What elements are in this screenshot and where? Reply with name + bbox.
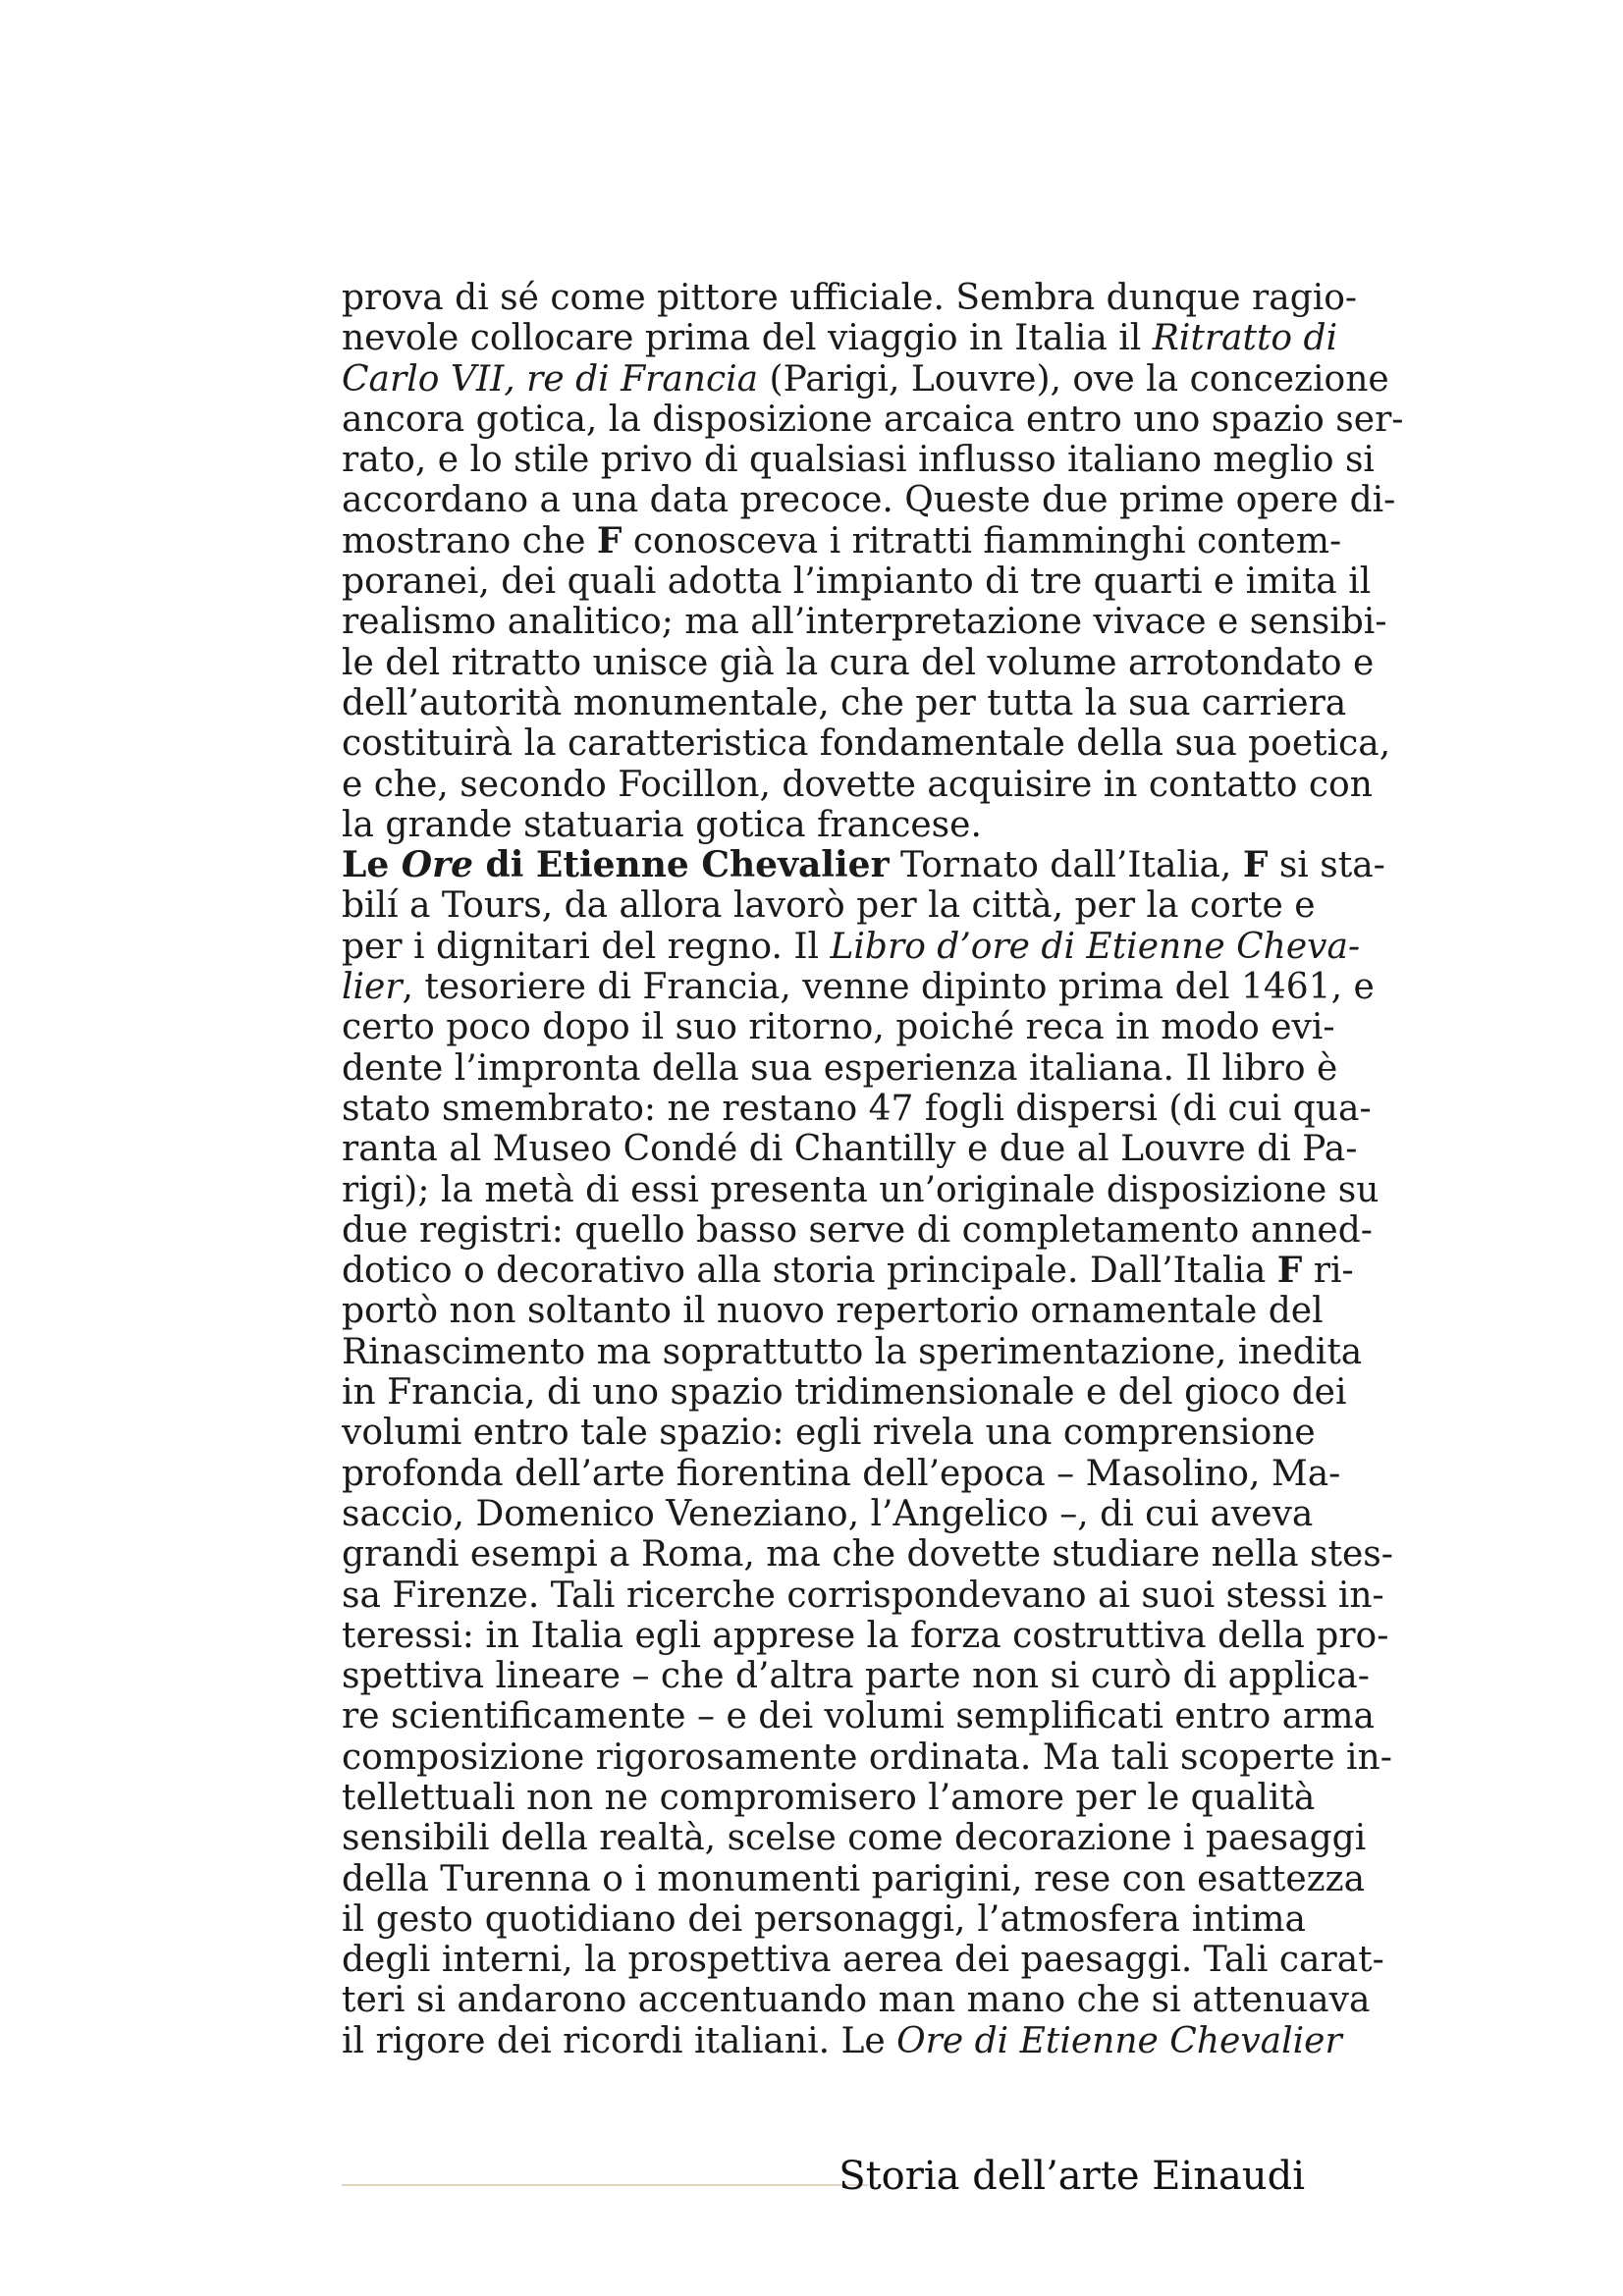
footer-divider — [342, 2184, 868, 2186]
emphasis-span: Ore — [401, 844, 473, 886]
text-span: la grande statuaria gotica francese. — [342, 804, 982, 845]
text-span: poranei, dei quali adotta l’impianto di tre quarti e imita il — [342, 561, 1372, 603]
text-line — [342, 1696, 1375, 1737]
text-span: della Turenna o i monumenti parigini, rese con esattezza — [342, 1858, 1366, 1899]
text-span: sa Firenze. Tali ricerche corrispondevano ai suoi stessi in- — [342, 1575, 1384, 1616]
text-line — [342, 1777, 1316, 1818]
text-line — [342, 926, 1361, 967]
text-span: nevole collocare prima del viaggio in Italia il — [342, 318, 1153, 359]
text-line — [342, 1940, 1384, 1981]
text-span: si sta- — [1268, 845, 1385, 886]
text-line — [342, 885, 1316, 927]
text-line — [342, 1209, 1373, 1251]
text-span: degli interni, la prospettiva aerea dei paesaggi. Tali carat- — [342, 1940, 1384, 1981]
body-text — [342, 278, 1404, 2061]
text-line — [342, 1818, 1367, 1859]
text-span: conosceva i ritratti fiamminghi contem- — [622, 520, 1342, 561]
text-span: , tesoriere di Francia, venne dipinto prima del 1461, e — [402, 967, 1375, 1008]
text-span: realismo analitico; ma all’interpretazione vivace e sensibi- — [342, 602, 1387, 643]
emphasis-span: Le — [342, 844, 402, 886]
text-line — [342, 561, 1372, 603]
text-line — [342, 1047, 1338, 1089]
text-span: il gesto quotidiano dei personaggi, l’atmosfera intima — [342, 1898, 1306, 1940]
text-span: dell’autorità monumentale, che per tutta la sua carriera — [342, 682, 1347, 723]
text-span: ranta al Museo Condé di Chantilly e due al Louvre di Pa- — [342, 1129, 1358, 1170]
text-line — [342, 1372, 1347, 1414]
text-span: spettiva lineare – che d’altra parte non si curò di applica- — [342, 1656, 1370, 1697]
text-line — [342, 480, 1396, 521]
footer-title: Storia dell’arte Einaudi — [839, 2154, 1305, 2199]
text-span: volumi entro tale spazio: egli rivela una comprensione — [342, 1413, 1316, 1454]
text-span: grandi esempi a Roma, ma che dovette studiare nella stes- — [342, 1534, 1393, 1575]
emphasis-span: Libro d’ore di Etienne Cheva- — [830, 926, 1361, 967]
text-line — [342, 764, 1373, 805]
text-line — [342, 519, 1342, 561]
text-line — [342, 1453, 1341, 1494]
text-line — [342, 1088, 1372, 1129]
text-line — [342, 1007, 1335, 1048]
text-span: stato smembrato: ne restano 47 fogli dispersi (di cui qua- — [342, 1088, 1372, 1129]
text-span: teressi: in Italia egli apprese la forza costruttiva della pro- — [342, 1615, 1389, 1656]
text-line — [342, 844, 1385, 886]
text-span: rigi); la metà di essi presenta un’originale disposizione su — [342, 1169, 1380, 1210]
text-span: accordano a una data precoce. Queste due prime opere di- — [342, 480, 1396, 521]
text-line — [342, 1736, 1392, 1778]
text-span: dente l’impronta della sua esperienza italiana. Il libro è — [342, 1047, 1338, 1089]
text-line — [342, 1129, 1358, 1170]
text-span: le del ritratto unisce già la cura del volume arrotondato e — [342, 642, 1375, 683]
text-span: ancora gotica, la disposizione arcaica entro uno spazio ser- — [342, 399, 1404, 440]
emphasis-span: Ore di Etienne Chevalier — [896, 2020, 1342, 2061]
text-span: e che, secondo Focillon, dovette acquisire in contatto con — [342, 764, 1373, 805]
text-line — [342, 399, 1404, 440]
text-span: teri si andarono accentuando man mano che si attenuava — [342, 1980, 1371, 2021]
text-span: due registri: quello basso serve di completamento anned- — [342, 1209, 1373, 1251]
text-line — [342, 1493, 1314, 1534]
text-line — [342, 278, 1358, 318]
text-span: composizione rigorosamente ordinata. Ma tali scoperte in- — [342, 1736, 1392, 1778]
emphasis-span: F — [596, 519, 622, 561]
text-line — [342, 440, 1375, 481]
text-span: Rinascimento ma soprattutto la sperimentazione, inedita — [342, 1331, 1363, 1372]
text-line — [342, 1291, 1324, 1332]
emphasis-span: F — [1276, 1250, 1303, 1292]
text-line — [342, 967, 1375, 1008]
text-line — [342, 642, 1375, 683]
emphasis-span: F — [1242, 844, 1269, 886]
text-line — [342, 1331, 1363, 1372]
text-line — [342, 602, 1387, 643]
text-span: mostrano che — [342, 520, 597, 561]
text-span: saccio, Domenico Veneziano, l’Angelico –, di cui aveva — [342, 1493, 1314, 1534]
text-span: certo poco dopo il suo ritorno, poiché reca in modo evi- — [342, 1007, 1335, 1048]
text-line — [342, 1169, 1380, 1210]
text-line — [342, 1250, 1354, 1292]
text-line — [342, 318, 1338, 359]
emphasis-span: di Etienne Chevalier — [472, 844, 890, 886]
text-span: re scientificamente – e dei volumi semplificati entro arma — [342, 1696, 1375, 1737]
text-span: (Parigi, Louvre), ove la concezione — [758, 358, 1389, 400]
text-line — [342, 805, 1306, 845]
text-span: dotico o decorativo alla storia principale. Dall’Italia — [342, 1251, 1277, 1292]
text-line — [342, 2020, 1342, 2061]
text-line — [342, 1615, 1389, 1656]
text-span: per i dignitari del regno. Il — [342, 926, 831, 967]
text-span: portò non soltanto il nuovo repertorio ornamentale del — [342, 1291, 1324, 1332]
emphasis-span: Ritratto di — [1152, 318, 1338, 359]
text-span: sensibili della realtà, scelse come decorazione i paesaggi — [342, 1818, 1367, 1859]
emphasis-span: Carlo VII, re di Francia — [342, 358, 759, 400]
text-line — [342, 358, 1389, 400]
text-line — [342, 682, 1347, 723]
text-span: in Francia, di uno spazio tridimensionale e del gioco dei — [342, 1372, 1347, 1414]
text-span: il rigore dei ricordi italiani. Le — [342, 2020, 897, 2061]
text-span: Tornato dall’Italia, — [889, 845, 1243, 886]
emphasis-span: lier — [342, 967, 403, 1008]
text-span: prova di sé come pittore ufficiale. Sembra dunque ragio- — [342, 278, 1358, 318]
text-line — [342, 1858, 1366, 1899]
text-span: rato, e lo stile privo di qualsiasi influsso italiano meglio si — [342, 440, 1375, 481]
text-span: profonda dell’arte fiorentina dell’epoca – Masolino, Ma- — [342, 1453, 1341, 1494]
text-line — [342, 1534, 1393, 1575]
text-line — [342, 1575, 1384, 1616]
text-line — [342, 1656, 1370, 1697]
text-line — [342, 1899, 1306, 1940]
text-line — [342, 723, 1391, 765]
text-line — [342, 1413, 1316, 1454]
text-line — [342, 1980, 1371, 2021]
text-span: costituirà la caratteristica fondamentale della sua poetica, — [342, 723, 1391, 765]
text-span: ri- — [1302, 1251, 1354, 1292]
text-span: bilí a Tours, da allora lavorò per la città, per la corte e — [342, 885, 1316, 927]
text-span: tellettuali non ne compromisero l’amore per le qualità — [342, 1777, 1316, 1818]
